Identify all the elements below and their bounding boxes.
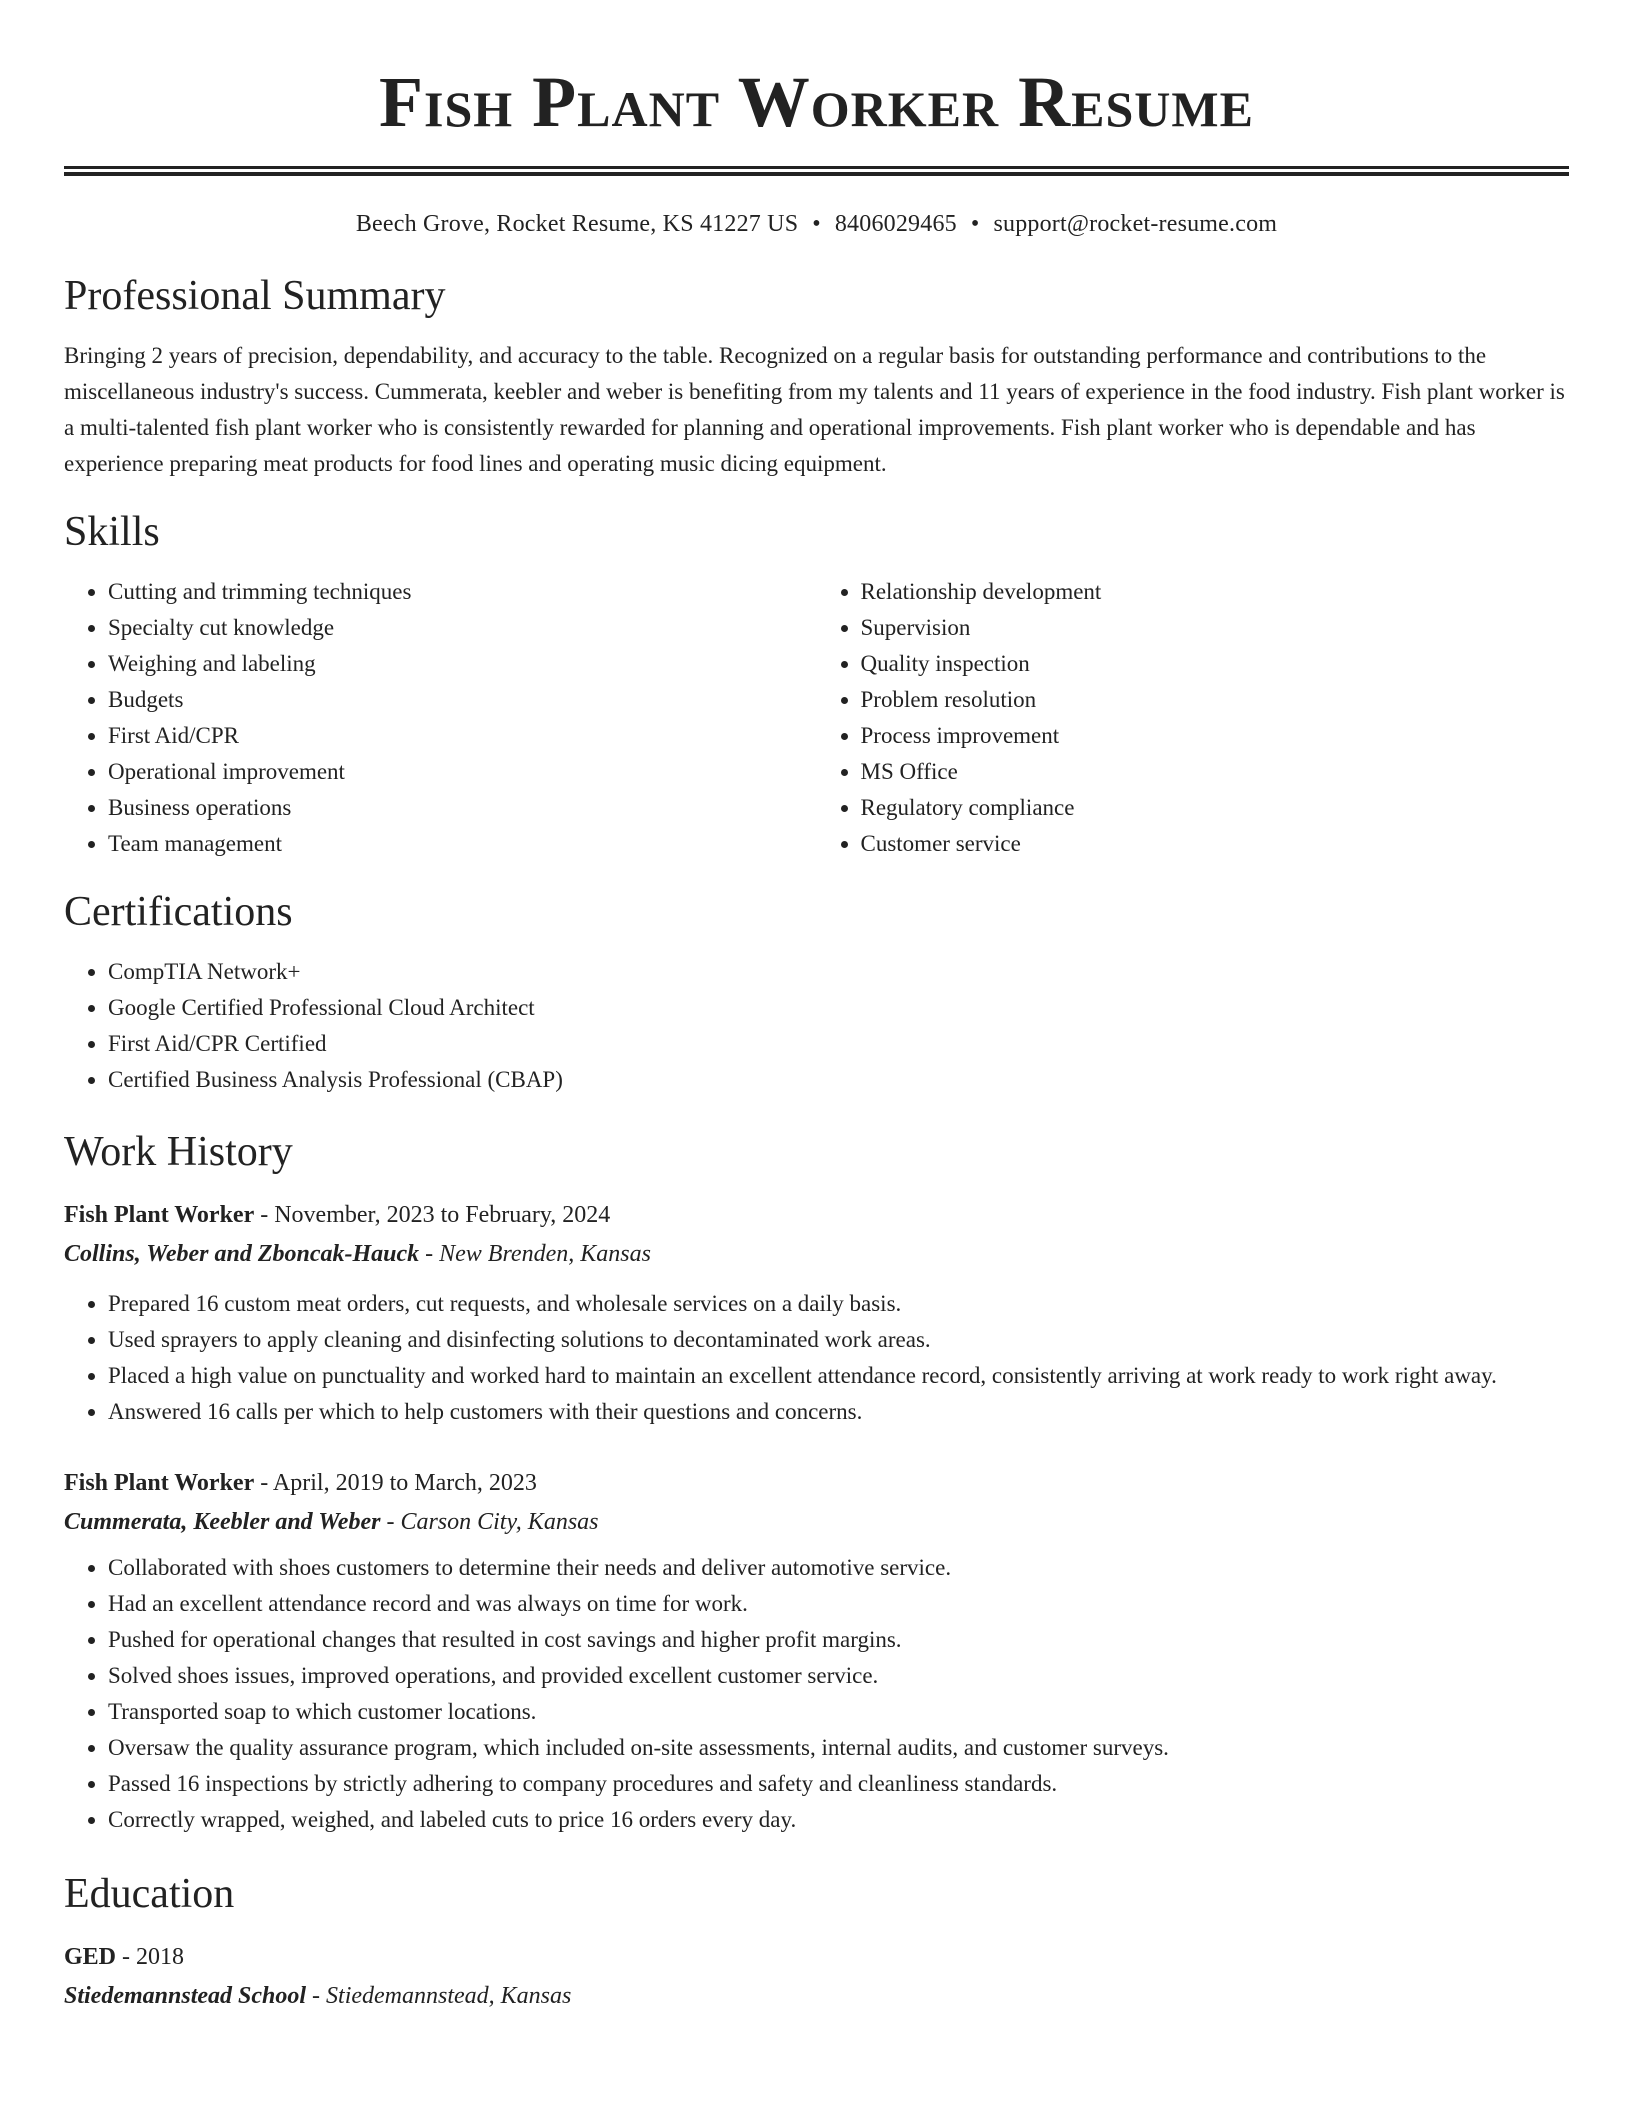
job-entry [64,1464,1569,1838]
resume-page [64,0,1569,2016]
contact-separator: • [812,211,821,237]
certification-item: • Google Certified Professional Cloud Architect [108,990,1569,1026]
skill-item: • Business operations [108,790,817,826]
education-section [64,1866,1569,2016]
skill-item: • Relationship development [861,574,1570,610]
job-duty: • Collaborated with shoes customers to determine their needs and deliver automotive service. [108,1550,1569,1586]
skill-item: • MS Office [861,754,1570,790]
job-duty: • Correctly wrapped, weighed, and labeled cuts to price 16 orders every day. [108,1802,1569,1838]
skill-item: • Cutting and trimming techniques [108,574,817,610]
job-title: Fish Plant Worker [64,1470,255,1496]
skill-item: • Regulatory compliance [861,790,1570,826]
skill-item: • Weighing and labeling [108,646,817,682]
job-dates: - November, 2023 to February, 2024 [254,1202,611,1228]
skill-item: • Supervision [861,610,1570,646]
job-duties-list [64,1550,1569,1838]
summary-heading: Professional Summary [64,273,446,319]
work-history-section [64,1124,1569,1838]
contact-line [64,204,1569,244]
skills-heading: Skills [64,509,160,555]
education-location: - Stiedemannstead, Kansas [306,1983,572,2009]
job-header [64,1464,1569,1502]
job-entry [64,1196,1569,1430]
job-header [64,1196,1569,1234]
education-degree: GED [64,1944,117,1970]
job-company: Collins, Weber and Zboncak-Hauck [64,1241,420,1267]
summary-text: Bringing 2 years of precision, dependability, and accuracy to the table. Recognized on a regular basis for outstanding performance and contributions to the miscellaneous industry's success. Cummerata, keebler and weber is benefiting from my talents and 11 years of experience in the food industry. Fish plant worker is a multi-talented fish plant worker who is consistently rewarded for planning and operational improvements. Fish plant worker who is dependable and has experience preparing meat products for food lines and operating music dicing equipment. [64,343,1565,476]
skills-list-right [817,574,1570,862]
skill-item: • Budgets [108,682,817,718]
certifications-section [64,884,1569,1098]
education-header [64,1938,1569,1976]
job-duty: • Placed a high value on punctuality and worked hard to maintain an excellent attendance record, consistently arriving at work ready to work right away. [108,1358,1569,1394]
certifications-heading: Certifications [64,889,293,935]
contact-phone: 8406029465 [834,211,957,237]
education-year: - 2018 [116,1944,185,1970]
job-duty: • Transported soap to which customer locations. [108,1694,1569,1730]
skills-section [64,504,1569,862]
contact-email: support@rocket-resume.com [993,211,1278,237]
skill-item: • Quality inspection [861,646,1570,682]
summary-section [64,268,1569,482]
certifications-list [64,954,1569,1098]
skills-list-left [64,574,817,862]
job-location: - New Brenden, Kansas [419,1241,651,1267]
job-duty: • Solved shoes issues, improved operations, and provided excellent customer service. [108,1658,1569,1694]
job-duty: • Prepared 16 custom meat orders, cut requests, and wholesale services on a daily basis. [108,1286,1569,1322]
job-company: Cummerata, Keebler and Weber [64,1509,381,1535]
certification-item: • Certified Business Analysis Professional (CBAP) [108,1062,1569,1098]
contact-separator: • [970,211,980,237]
job-location: - Carson City, Kansas [380,1509,599,1535]
job-dates: - April, 2019 to March, 2023 [254,1470,537,1496]
skill-item: • Process improvement [861,718,1570,754]
title-divider [64,166,1569,176]
resume-title: Fish Plant Worker Resume [379,62,1254,142]
job-employer-line [64,1234,1569,1274]
skill-item: • Customer service [861,826,1570,862]
certification-item: • CompTIA Network+ [108,954,1569,990]
job-title: Fish Plant Worker [64,1202,255,1228]
education-school: Stiedemannstead School [64,1983,307,2009]
contact-address: Beech Grove, Rocket Resume, KS 41227 US [355,211,799,237]
job-duty: • Passed 16 inspections by strictly adhering to company procedures and safety and cleanliness standards. [108,1766,1569,1802]
skill-item: • Team management [108,826,817,862]
education-school-line [64,1976,1569,2016]
skills-columns [64,574,1569,862]
job-duty: • Had an excellent attendance record and was always on time for work. [108,1586,1569,1622]
education-heading: Education [64,1871,235,1917]
certification-item: • First Aid/CPR Certified [108,1026,1569,1062]
job-duty: • Oversaw the quality assurance program, which included on-site assessments, internal audits, and customer surveys. [108,1730,1569,1766]
job-duty: • Pushed for operational changes that resulted in cost savings and higher profit margins. [108,1622,1569,1658]
skill-item: • Problem resolution [861,682,1570,718]
work-history-heading: Work History [64,1129,293,1175]
skill-item: • Operational improvement [108,754,817,790]
skill-item: • First Aid/CPR [108,718,817,754]
job-duty: • Used sprayers to apply cleaning and disinfecting solutions to decontaminated work areas. [108,1322,1569,1358]
job-duties-list [64,1286,1569,1430]
job-duty: • Answered 16 calls per which to help customers with their questions and concerns. [108,1394,1569,1430]
job-employer-line [64,1502,1569,1542]
skill-item: • Specialty cut knowledge [108,610,817,646]
